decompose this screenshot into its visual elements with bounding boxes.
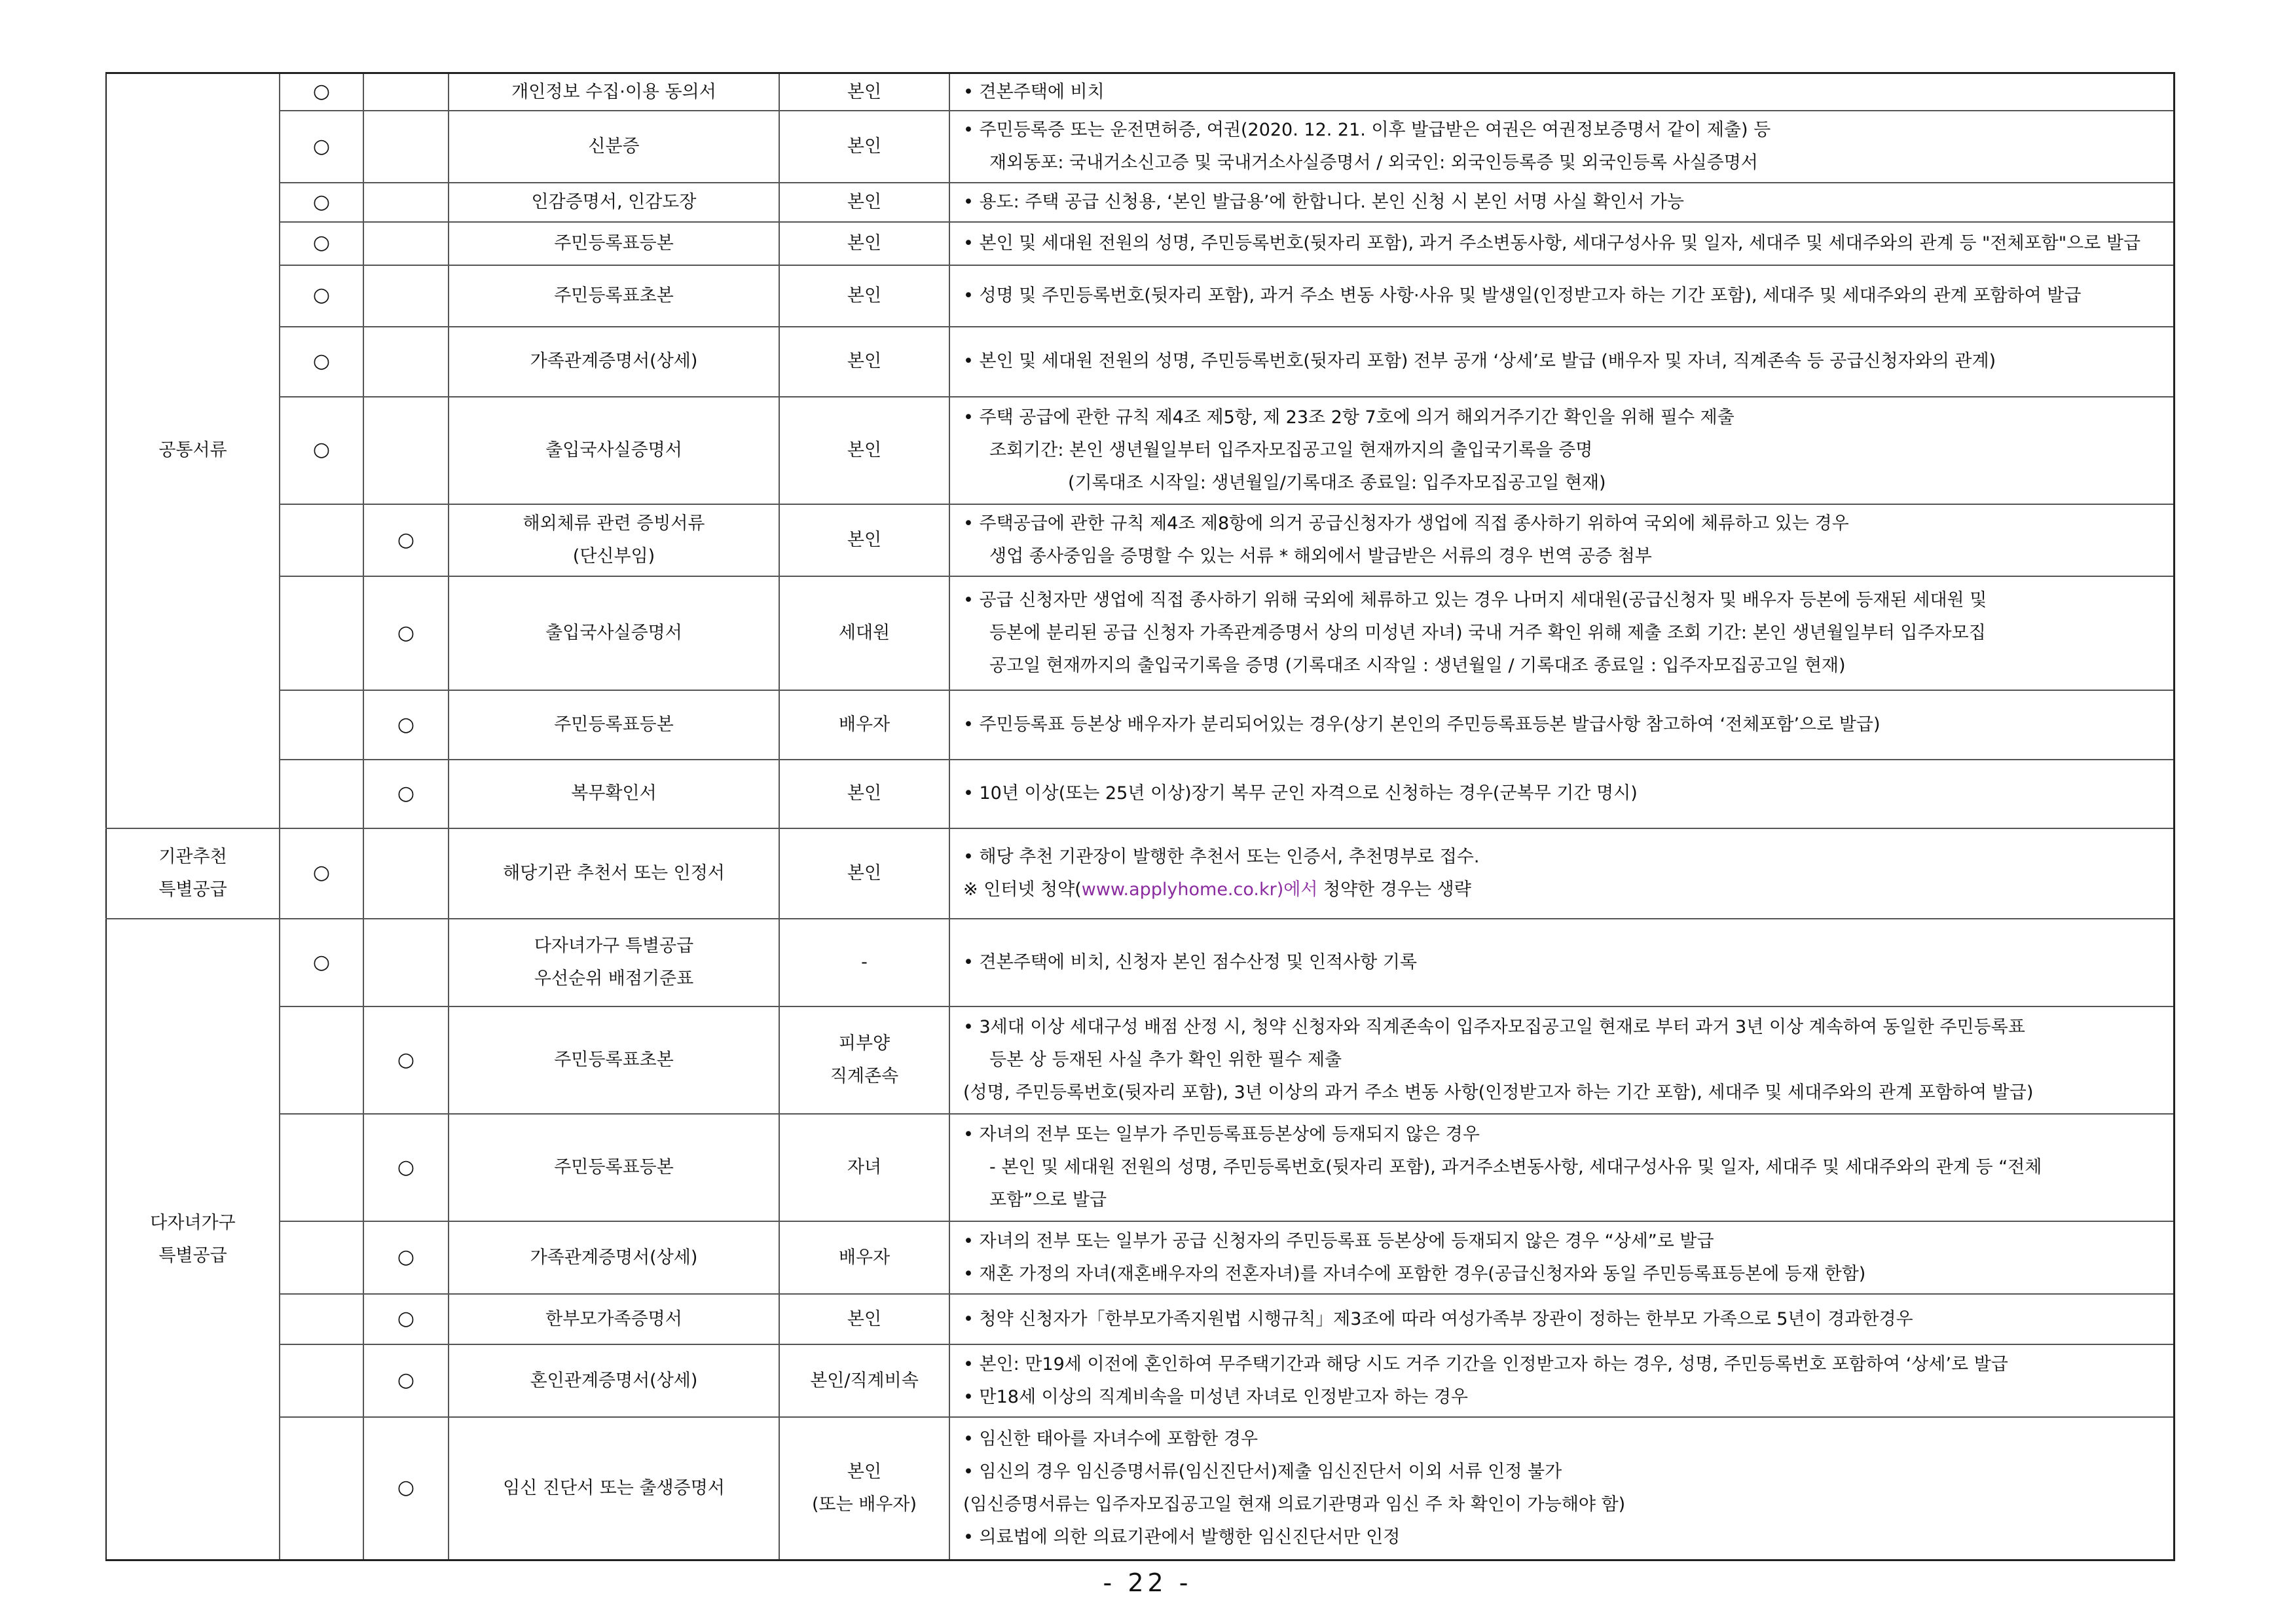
table-row bbox=[106, 504, 2174, 576]
group-label-line: 특별공급 bbox=[158, 879, 227, 900]
document-name-line: (단신부임) bbox=[572, 546, 655, 567]
description-line: • 10년 이상(또는 25년 이상)장기 복무 군인 자격으로 신청하는 경우(군복무 기간 명시) bbox=[963, 783, 1638, 804]
table-row bbox=[106, 1221, 2174, 1293]
target-person bbox=[779, 1294, 949, 1345]
description-line: 등본 상 등재된 사실 추가 확인 위한 필수 제출 bbox=[989, 1050, 1342, 1071]
table-row bbox=[106, 1114, 2174, 1221]
description-line: 공고일 현재까지의 출입국기록을 증명 (기록대조 시작일 : 생년월일 / 기록대조 종료일 : 입주자모집공고일 현재) bbox=[989, 655, 1846, 676]
mark-col-b bbox=[363, 576, 449, 690]
description-line: • 청약 신청자가「한부모가족지원법 시행규칙」제3조에 따라 여성가족부 장관이 정하는 한부모 가족으로 5년이 경과한경우 bbox=[963, 1308, 1913, 1329]
target-person-line: 본인 bbox=[847, 192, 882, 213]
document-name bbox=[449, 327, 779, 397]
target-person bbox=[779, 1344, 949, 1416]
target-person-line: 자녀 bbox=[847, 1157, 882, 1178]
table-row bbox=[106, 265, 2174, 327]
table-row bbox=[106, 222, 2174, 265]
document-name-line: 한부모가족증명서 bbox=[545, 1308, 682, 1329]
mark-col-b bbox=[363, 919, 449, 1006]
description bbox=[949, 1221, 2174, 1293]
target-person-line: 본인/직계비속 bbox=[810, 1370, 919, 1391]
document-table-body bbox=[106, 73, 2174, 1560]
target-person-line: 본인 bbox=[847, 81, 882, 102]
circle-mark: ○ bbox=[397, 528, 415, 551]
description-line: • 견본주택에 비치, 신청자 본인 점수산정 및 인적사항 기록 bbox=[963, 952, 1418, 973]
document-name bbox=[449, 73, 779, 111]
description bbox=[949, 1294, 2174, 1345]
group-label-line: 기관추천 bbox=[158, 846, 227, 867]
description-line: • 주민등록표 등본상 배우자가 분리되어있는 경우(상기 본인의 주민등록표등본 발급사항 참고하여 ‘전체포함’으로 발급) bbox=[963, 714, 1881, 735]
description-line: • 본인 및 세대원 전원의 성명, 주민등록번호(뒷자리 포함), 과거 주소변동사항, 세대구성사유 및 일자, 세대주 및 세대주와의 관계 등 "전체포함"으로 발급 bbox=[963, 232, 2141, 253]
mark-col-a bbox=[280, 222, 363, 265]
note-suffix: 청약한 경우는 생략 bbox=[1317, 879, 1471, 900]
table-row bbox=[106, 183, 2174, 221]
circle-mark: ○ bbox=[312, 190, 331, 213]
description-line: • 의료법에 의한 의료기관에서 발행한 임신진단서만 인정 bbox=[963, 1526, 1401, 1547]
note-line bbox=[963, 874, 2167, 906]
description bbox=[949, 504, 2174, 576]
document-name-line: 주민등록표초본 bbox=[554, 1050, 674, 1071]
target-person bbox=[779, 265, 949, 327]
description-line: 조회기간: 본인 생년월일부터 입주자모집공고일 현재까지의 출입국기록을 증명 bbox=[989, 439, 1593, 460]
mark-col-a bbox=[280, 504, 363, 576]
mark-col-a bbox=[280, 265, 363, 327]
target-person bbox=[779, 222, 949, 265]
target-person bbox=[779, 111, 949, 183]
description bbox=[949, 111, 2174, 183]
target-person-line: 본인 bbox=[847, 232, 882, 253]
document-name-line: 주민등록표등본 bbox=[554, 714, 674, 735]
document-name bbox=[449, 1221, 779, 1293]
target-person-line: 본인 bbox=[847, 1308, 882, 1329]
mark-col-a bbox=[280, 576, 363, 690]
description-line: • 임신한 태아를 자녀수에 포함한 경우 bbox=[963, 1428, 1258, 1449]
document-name bbox=[449, 919, 779, 1006]
table-row bbox=[106, 576, 2174, 690]
document-name bbox=[449, 1344, 779, 1416]
mark-col-b bbox=[363, 690, 449, 760]
target-person bbox=[779, 183, 949, 221]
description-line: • 자녀의 전부 또는 일부가 주민등록표등본상에 등재되지 않은 경우 bbox=[963, 1124, 1480, 1145]
mark-col-a bbox=[280, 1221, 363, 1293]
target-person bbox=[779, 1114, 949, 1221]
document-name-line: 임신 진단서 또는 출생증명서 bbox=[503, 1477, 725, 1498]
document-name bbox=[449, 690, 779, 760]
group-multichild bbox=[106, 919, 280, 1560]
mark-col-a bbox=[280, 690, 363, 760]
page-number: - 22 - bbox=[1103, 1568, 1192, 1597]
mark-col-b bbox=[363, 111, 449, 183]
description bbox=[949, 222, 2174, 265]
group-label-line: 다자녀가구 bbox=[150, 1212, 236, 1233]
table-row bbox=[106, 1294, 2174, 1345]
circle-mark: ○ bbox=[397, 1155, 415, 1179]
applyhome-link[interactable]: www.applyhome.co.kr)에서 bbox=[1081, 879, 1318, 900]
circle-mark: ○ bbox=[397, 1307, 415, 1331]
mark-col-a bbox=[280, 1417, 363, 1560]
mark-col-b bbox=[363, 73, 449, 111]
mark-col-a bbox=[280, 111, 363, 183]
target-person-line: 직계존속 bbox=[830, 1066, 899, 1087]
description-line: • 공급 신청자만 생업에 직접 종사하기 위해 국외에 체류하고 있는 경우 나머지 세대원(공급신청자 및 배우자 등본에 등재된 세대원 및 bbox=[963, 590, 1987, 611]
description bbox=[949, 828, 2174, 919]
description-line: (성명, 주민등록번호(뒷자리 포함), 3년 이상의 과거 주소 변동 사항(인정받고자 하는 기간 포함), 세대주 및 세대주와의 관계 포함하여 발급) bbox=[963, 1082, 2034, 1103]
description-line: • 임신의 경우 임신증명서류(임신진단서)제출 임신진단서 이외 서류 인정 불가 bbox=[963, 1461, 1562, 1482]
target-person-line: 본인 bbox=[847, 285, 882, 306]
document-name bbox=[449, 1294, 779, 1345]
description-line: 생업 종사중임을 증명할 수 있는 서류 * 해외에서 발급받은 서류의 경우 번역 공증 첨부 bbox=[989, 546, 1652, 567]
description-line: - 본인 및 세대원 전원의 성명, 주민등록번호(뒷자리 포함), 과거주소변동사항, 세대구성사유 및 일자, 세대주 및 세대주와의 관계 등 “전체 bbox=[989, 1157, 2042, 1178]
description-line: • 견본주택에 비치 bbox=[963, 81, 1105, 102]
description-line: 재외동포: 국내거소신고증 및 국내거소사실증명서 / 외국인: 외국인등록증 및 외국인등록 사실증명서 bbox=[989, 153, 1758, 174]
target-person-line: 본인 bbox=[847, 530, 882, 551]
circle-mark: ○ bbox=[312, 231, 331, 255]
circle-mark: ○ bbox=[397, 1048, 415, 1071]
document-name bbox=[449, 222, 779, 265]
description-line: • 자녀의 전부 또는 일부가 공급 신청자의 주민등록표 등본상에 등재되지 않은 경우 “상세”로 발급 bbox=[963, 1230, 1714, 1251]
description-line: • 주택공급에 관한 규칙 제4조 제8항에 의거 공급신청자가 생업에 직접 종사하기 위하여 국외에 체류하고 있는 경우 bbox=[963, 513, 1849, 534]
table-row bbox=[106, 1417, 2174, 1560]
mark-col-a bbox=[280, 919, 363, 1006]
description-line: 등본에 분리된 공급 신청자 가족관계증명서 상의 미성년 자녀) 국내 거주 확인 위해 제출 조회 기간: 본인 생년월일부터 입주자모집 bbox=[989, 623, 1986, 644]
table-row bbox=[106, 1344, 2174, 1416]
document-table bbox=[105, 72, 2175, 1561]
circle-mark: ○ bbox=[397, 781, 415, 805]
group-label: 공통서류 bbox=[158, 440, 227, 461]
target-person bbox=[779, 690, 949, 760]
document-name bbox=[449, 111, 779, 183]
mark-col-a bbox=[280, 1294, 363, 1345]
target-person-line: 본인 bbox=[847, 136, 882, 157]
mark-col-b bbox=[363, 504, 449, 576]
mark-col-b bbox=[363, 397, 449, 504]
document-name-line: 주민등록표등본 bbox=[554, 1157, 674, 1178]
description-line: • 주민등록증 또는 운전면허증, 여권(2020. 12. 21. 이후 발급받은 여권은 여권정보증명서 같이 제출) 등 bbox=[963, 120, 1771, 141]
document-name-line: 개인정보 수집·이용 동의서 bbox=[511, 81, 716, 102]
document-name-line: 다자녀가구 특별공급 bbox=[534, 936, 694, 957]
target-person-line: 본인 bbox=[847, 1461, 882, 1482]
table-row bbox=[106, 690, 2174, 760]
target-person-line: - bbox=[861, 952, 868, 973]
description-line: 포함”으로 발급 bbox=[989, 1190, 1107, 1211]
target-person-line: 배우자 bbox=[838, 714, 890, 735]
description-line: • 재혼 가정의 자녀(재혼배우자의 전혼자녀)를 자녀수에 포함한 경우(공급신청자와 동일 주민등록표등본에 등재 한함) bbox=[963, 1263, 1866, 1284]
mark-col-a bbox=[280, 183, 363, 221]
description bbox=[949, 576, 2174, 690]
mark-col-b bbox=[363, 1006, 449, 1114]
target-person-line: 본인 bbox=[847, 439, 882, 460]
description bbox=[949, 690, 2174, 760]
target-person bbox=[779, 919, 949, 1006]
table-row bbox=[106, 397, 2174, 504]
description-line: • 성명 및 주민등록번호(뒷자리 포함), 과거 주소 변동 사항·사유 및 발생일(인정받고자 하는 기간 포함), 세대주 및 세대주와의 관계 포함하여 발급 bbox=[963, 285, 2082, 306]
description-line: • 본인: 만19세 이전에 혼인하여 무주택기간과 해당 시도 거주 기간을 인정받고자 하는 경우, 성명, 주민등록번호 포함하여 ‘상세’로 발급 bbox=[963, 1354, 2008, 1375]
description-line: • 본인 및 세대원 전원의 성명, 주민등록번호(뒷자리 포함) 전부 공개 ‘상세’로 발급 (배우자 및 자녀, 직계존속 등 공급신청자와의 관계) bbox=[963, 351, 1996, 372]
mark-col-b bbox=[363, 265, 449, 327]
mark-col-a bbox=[280, 828, 363, 919]
description-line: • 주택 공급에 관한 규칙 제4조 제5항, 제 23조 2항 7호에 의거 해외거주기간 확인을 위해 필수 제출 bbox=[963, 407, 1735, 428]
circle-mark: ○ bbox=[397, 1369, 415, 1392]
target-person bbox=[779, 504, 949, 576]
document-name-line: 출입국사실증명서 bbox=[545, 439, 682, 460]
mark-col-b bbox=[363, 1417, 449, 1560]
description bbox=[949, 265, 2174, 327]
description bbox=[949, 183, 2174, 221]
circle-mark: ○ bbox=[312, 349, 331, 373]
target-person-line: 본인 bbox=[847, 862, 882, 883]
document-name-line: 해외체류 관련 증빙서류 bbox=[523, 513, 705, 534]
document-name bbox=[449, 1114, 779, 1221]
mark-col-a bbox=[280, 1114, 363, 1221]
document-name-line: 가족관계증명서(상세) bbox=[530, 1247, 698, 1268]
mark-col-b bbox=[363, 1294, 449, 1345]
circle-mark: ○ bbox=[397, 1246, 415, 1269]
mark-col-b bbox=[363, 1114, 449, 1221]
target-person bbox=[779, 576, 949, 690]
document-name-line: 신분증 bbox=[588, 136, 640, 157]
description bbox=[949, 1344, 2174, 1416]
description bbox=[949, 760, 2174, 828]
target-person bbox=[779, 1417, 949, 1560]
target-person bbox=[779, 73, 949, 111]
target-person bbox=[779, 397, 949, 504]
document-name bbox=[449, 397, 779, 504]
mark-col-a bbox=[280, 397, 363, 504]
description bbox=[949, 73, 2174, 111]
mark-col-b bbox=[363, 828, 449, 919]
mark-col-b bbox=[363, 183, 449, 221]
document-name bbox=[449, 576, 779, 690]
mark-col-a bbox=[280, 73, 363, 111]
mark-col-b bbox=[363, 222, 449, 265]
document-name bbox=[449, 828, 779, 919]
description bbox=[949, 397, 2174, 504]
table-row bbox=[106, 1006, 2174, 1114]
mark-col-a bbox=[280, 760, 363, 828]
target-person bbox=[779, 1221, 949, 1293]
group-agency-recommended bbox=[106, 828, 280, 919]
document-name-line: 주민등록표초본 bbox=[554, 285, 674, 306]
group-label-line: 특별공급 bbox=[158, 1245, 227, 1266]
mark-col-b bbox=[363, 1221, 449, 1293]
document-name bbox=[449, 760, 779, 828]
document-name bbox=[449, 265, 779, 327]
mark-col-a bbox=[280, 1006, 363, 1114]
document-name-line: 혼인관계증명서(상세) bbox=[530, 1370, 698, 1391]
document-name bbox=[449, 504, 779, 576]
circle-mark: ○ bbox=[397, 621, 415, 644]
mark-col-a bbox=[280, 1344, 363, 1416]
document-name-line: 해당기관 추천서 또는 인정서 bbox=[503, 862, 725, 883]
table-row bbox=[106, 919, 2174, 1006]
document-name-line: 주민등록표등본 bbox=[554, 232, 674, 253]
circle-mark: ○ bbox=[397, 1476, 415, 1500]
table-row bbox=[106, 73, 2174, 111]
description bbox=[949, 327, 2174, 397]
table-row bbox=[106, 828, 2174, 919]
note-prefix: ※ 인터넷 청약( bbox=[963, 879, 1082, 900]
mark-col-b bbox=[363, 760, 449, 828]
target-person-line: 피부양 bbox=[838, 1033, 890, 1054]
target-person-line: 세대원 bbox=[838, 623, 890, 644]
circle-mark: ○ bbox=[312, 438, 331, 462]
target-person-line: 본인 bbox=[847, 351, 882, 372]
target-person-line: (또는 배우자) bbox=[811, 1494, 917, 1515]
description bbox=[949, 1006, 2174, 1114]
description bbox=[949, 1417, 2174, 1560]
circle-mark: ○ bbox=[397, 712, 415, 736]
table-row bbox=[106, 327, 2174, 397]
group-common bbox=[106, 73, 280, 828]
description-line: (기록대조 시작일: 생년월일/기록대조 종료일: 입주자모집공고일 현재) bbox=[1068, 472, 1606, 493]
description-line: • 3세대 이상 세대구성 배점 산정 시, 청약 신청자와 직계존속이 입주자모집공고일 현재로 부터 과거 3년 이상 계속하여 동일한 주민등록표 bbox=[963, 1017, 2025, 1038]
mark-col-b bbox=[363, 1344, 449, 1416]
description bbox=[949, 1114, 2174, 1221]
document-name-line: 인감증명서, 인감도장 bbox=[531, 192, 697, 213]
description-line: (임신증명서류는 입주자모집공고일 현재 의료기관명과 임신 주 차 확인이 가능해야 함) bbox=[963, 1494, 1626, 1515]
document-name bbox=[449, 183, 779, 221]
document-name-line: 가족관계증명서(상세) bbox=[530, 351, 698, 372]
mark-col-a bbox=[280, 327, 363, 397]
description-line: • 해당 추천 기관장이 발행한 추천서 또는 인증서, 추천명부로 접수. bbox=[963, 846, 1480, 867]
circle-mark: ○ bbox=[312, 284, 331, 307]
description-line: • 용도: 주택 공급 신청용, ‘본인 발급용’에 한합니다. 본인 신청 시 본인 서명 사실 확인서 가능 bbox=[963, 192, 1684, 213]
document-name bbox=[449, 1006, 779, 1114]
circle-mark: ○ bbox=[312, 950, 331, 974]
circle-mark: ○ bbox=[312, 861, 331, 885]
description-line: • 만18세 이상의 직계비속을 미성년 자녀로 인정받고자 하는 경우 bbox=[963, 1386, 1468, 1407]
document-name-line: 출입국사실증명서 bbox=[545, 623, 682, 644]
circle-mark: ○ bbox=[312, 80, 331, 103]
target-person bbox=[779, 760, 949, 828]
target-person bbox=[779, 1006, 949, 1114]
target-person-line: 본인 bbox=[847, 783, 882, 804]
table-row bbox=[106, 111, 2174, 183]
circle-mark: ○ bbox=[312, 134, 331, 158]
document-name-line: 우선순위 배점기준표 bbox=[534, 969, 694, 989]
document-name-line: 복무확인서 bbox=[571, 783, 657, 804]
document-name bbox=[449, 1417, 779, 1560]
mark-col-b bbox=[363, 327, 449, 397]
target-person bbox=[779, 327, 949, 397]
target-person bbox=[779, 828, 949, 919]
description bbox=[949, 919, 2174, 1006]
table-row bbox=[106, 760, 2174, 828]
target-person-line: 배우자 bbox=[838, 1247, 890, 1268]
